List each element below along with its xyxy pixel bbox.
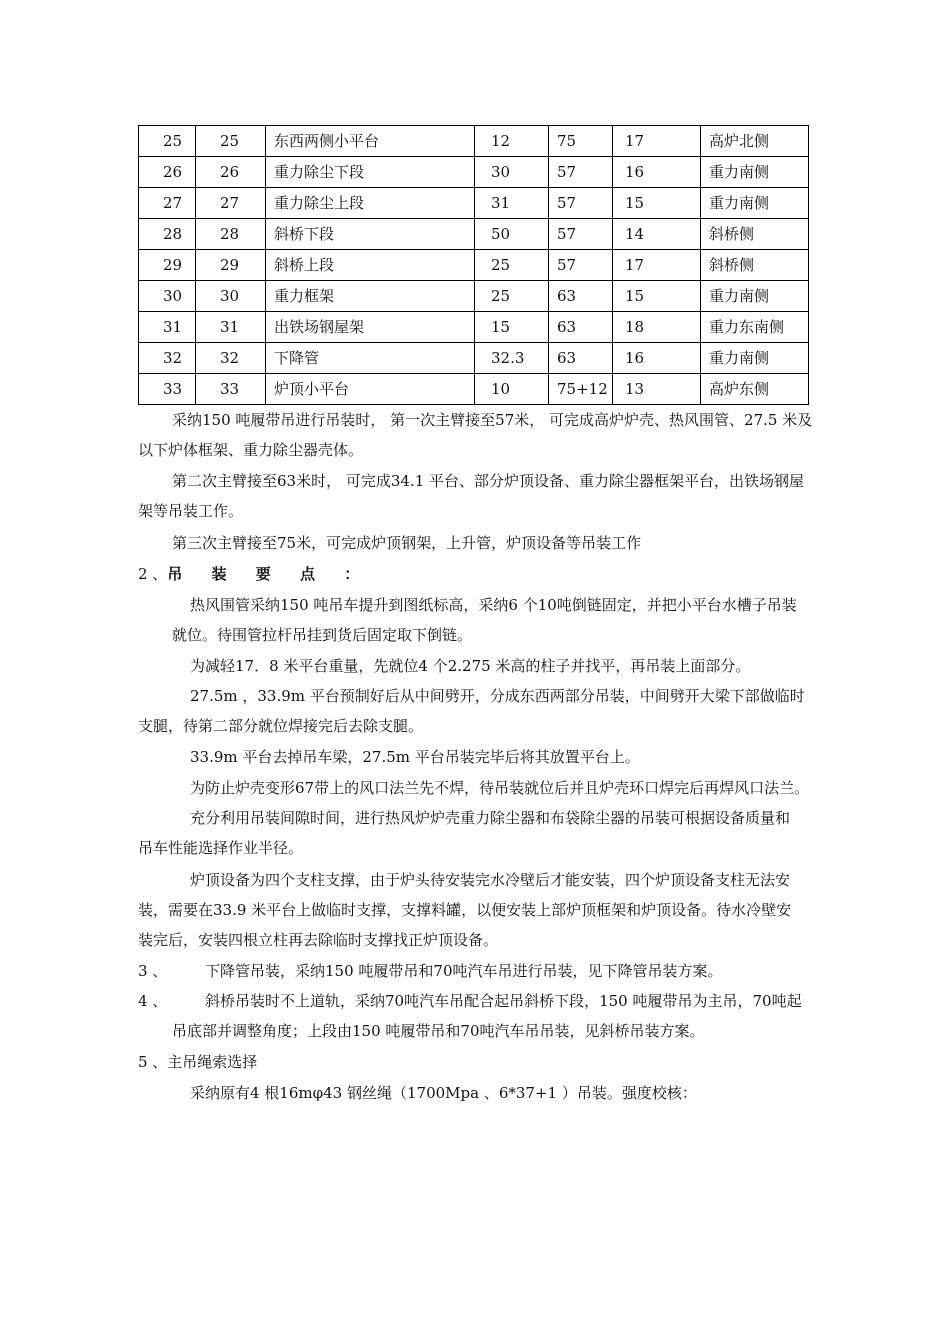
table-row <box>139 312 809 343</box>
table-cell: 28 <box>139 219 196 250</box>
table-row <box>139 219 809 250</box>
table-cell: 29 <box>196 250 266 281</box>
section-number-3: 3 、 <box>138 962 168 980</box>
table-row <box>139 250 809 281</box>
section-downcomer: 下降管吊装，采纳150 吨履带吊和70吨汽车吊进行吊装，见下降管吊装方案。 <box>205 962 723 980</box>
table-cell: 15 <box>613 188 701 219</box>
paragraph-platform-split-cont: 支腿，待第二部分就位焊接完后去除支腿。 <box>138 717 424 735</box>
table-cell: 57 <box>549 157 613 188</box>
table-cell: 31 <box>196 312 266 343</box>
table-cell: 出铁场钢屋架 <box>266 312 475 343</box>
paragraph-tuyere-flange: 为防止炉壳变形67带上的风口法兰先不焊，待吊装就位后并且炉壳环口焊完后再焊风口法兰。 <box>190 779 810 797</box>
table-cell: 63 <box>549 312 613 343</box>
paragraph-crane-beam: 33.9m 平台去掉吊车梁，27.5m 平台吊装完毕后将其放置平台上。 <box>190 748 640 766</box>
paragraph-third-extension: 第三次主臂接至75米，可完成炉顶钢架，上升管，炉顶设备等吊装工作 <box>172 534 642 552</box>
table-cell: 33 <box>139 374 196 405</box>
table-cell: 炉顶小平台 <box>266 374 475 405</box>
table-cell: 10 <box>475 374 549 405</box>
table-cell: 29 <box>139 250 196 281</box>
table-cell: 33 <box>196 374 266 405</box>
section-skip-bridge: 斜桥吊装时不上道轨，采纳70吨汽车吊配合起吊斜桥下段，150 吨履带吊为主吊，70吨起 <box>205 992 802 1010</box>
table-cell: 重力东南侧 <box>701 312 809 343</box>
table-cell: 25 <box>196 126 266 157</box>
table-cell: 57 <box>549 219 613 250</box>
table-cell: 下降管 <box>266 343 475 374</box>
table-cell: 32 <box>139 343 196 374</box>
paragraph-platform-split: 27.5m ，33.9m 平台预制好后从中间劈开，分成东西两部分吊装，中间劈开大梁下部做临时 <box>190 687 805 705</box>
table-cell: 重力南侧 <box>701 157 809 188</box>
table-cell: 32.3 <box>475 343 549 374</box>
table-row <box>139 281 809 312</box>
table-cell: 75 <box>549 126 613 157</box>
table-cell: 重力框架 <box>266 281 475 312</box>
table-cell: 重力南侧 <box>701 343 809 374</box>
section-number-4: 4 、 <box>138 992 168 1010</box>
table-cell: 东西两侧小平台 <box>266 126 475 157</box>
table-cell: 12 <box>475 126 549 157</box>
lifting-table <box>138 125 809 405</box>
paragraph-platform-weight: 为减轻17．8 米平台重量，先就位4 个2.275 米高的柱子并找平，再吊装上面部分。 <box>190 657 751 675</box>
table-cell: 26 <box>196 157 266 188</box>
table-cell: 50 <box>475 219 549 250</box>
table-row <box>139 343 809 374</box>
paragraph-lifting-gap-cont: 吊车性能选择作业半径。 <box>138 839 304 857</box>
table-cell: 30 <box>196 281 266 312</box>
paragraph-furnace-top: 炉顶设备为四个支柱支撑，由于炉头待安装完水冷壁后才能安装，四个炉顶设备支柱无法安 <box>190 871 791 889</box>
paragraph-second-extension-cont: 架等吊装工作。 <box>138 502 244 520</box>
table-cell: 27 <box>196 188 266 219</box>
table-cell: 63 <box>549 281 613 312</box>
table-cell: 57 <box>549 188 613 219</box>
table-cell: 28 <box>196 219 266 250</box>
table-cell: 重力除尘下段 <box>266 157 475 188</box>
table-cell: 重力南侧 <box>701 188 809 219</box>
table-cell: 斜桥上段 <box>266 250 475 281</box>
table-cell: 重力除尘上段 <box>266 188 475 219</box>
table-cell: 75+12 <box>549 374 613 405</box>
table-cell: 13 <box>613 374 701 405</box>
section-number: 2 、 <box>138 565 168 583</box>
table-cell: 重力南侧 <box>701 281 809 312</box>
table-cell: 57 <box>549 250 613 281</box>
section-title: 吊 装 要 点 ： <box>167 565 372 583</box>
section-heading-2 <box>138 559 371 589</box>
table-cell: 63 <box>549 343 613 374</box>
table-cell: 30 <box>475 157 549 188</box>
table-cell: 斜桥侧 <box>701 250 809 281</box>
paragraph-first-extension: 采纳150 吨履带吊进行吊装时， 第一次主臂接至57米， 可完成高炉炉壳、热风围管、27.5 米及 <box>172 411 813 429</box>
table-cell: 18 <box>613 312 701 343</box>
paragraph-wire-rope: 采纳原有4 根16mφ43 钢丝绳（1700Mpa 、6*37+1 ）吊装。强度校核： <box>190 1084 697 1102</box>
table-row <box>139 188 809 219</box>
table-cell: 26 <box>139 157 196 188</box>
table-cell: 25 <box>475 281 549 312</box>
table-cell: 17 <box>613 126 701 157</box>
table-cell: 15 <box>475 312 549 343</box>
table-cell: 25 <box>139 126 196 157</box>
table-cell: 30 <box>139 281 196 312</box>
table-cell: 14 <box>613 219 701 250</box>
table-cell: 25 <box>475 250 549 281</box>
paragraph-hot-blast-main: 热风围管采纳150 吨吊车提升到图纸标高，采纳6 个10吨倒链固定，并把小平台水槽子吊装 <box>190 596 797 614</box>
paragraph-furnace-top-cont1: 装，需要在33.9 米平台上做临时支撑，支撑料罐，以便安装上部炉顶框架和炉顶设备。待水冷壁安 <box>138 901 792 919</box>
table-cell: 斜桥侧 <box>701 219 809 250</box>
paragraph-lifting-gap: 充分利用吊装间隙时间，进行热风炉炉壳重力除尘器和布袋除尘器的吊装可根据设备质量和 <box>190 809 791 827</box>
table-row <box>139 374 809 405</box>
paragraph-hot-blast-main-cont: 就位。待围管拉杆吊挂到货后固定取下倒链。 <box>172 626 473 644</box>
table-row <box>139 157 809 188</box>
table-cell: 17 <box>613 250 701 281</box>
table-cell: 32 <box>196 343 266 374</box>
paragraph-furnace-top-cont2: 装完后，安装四根立柱再去除临时支撑找正炉顶设备。 <box>138 931 499 949</box>
table-cell: 高炉东侧 <box>701 374 809 405</box>
paragraph-second-extension: 第二次主臂接至63米时， 可完成34.1 平台、部分炉顶设备、重力除尘器框架平台，出铁场钢屋 <box>172 472 805 490</box>
table-row <box>139 126 809 157</box>
table-cell: 16 <box>613 343 701 374</box>
section-skip-bridge-cont: 吊底部并调整角度；上段由150 吨履带吊和70吨汽车吊吊装，见斜桥吊装方案。 <box>172 1022 705 1040</box>
paragraph-first-extension-cont: 以下炉体框架、重力除尘器壳体。 <box>138 441 364 459</box>
table-cell: 31 <box>139 312 196 343</box>
table-cell: 斜桥下段 <box>266 219 475 250</box>
table-cell: 31 <box>475 188 549 219</box>
table-cell: 16 <box>613 157 701 188</box>
lifting-table-body <box>139 126 809 405</box>
section-heading-5: 5 、主吊绳索选择 <box>138 1053 258 1071</box>
table-cell: 高炉北侧 <box>701 126 809 157</box>
table-cell: 15 <box>613 281 701 312</box>
table-cell: 27 <box>139 188 196 219</box>
